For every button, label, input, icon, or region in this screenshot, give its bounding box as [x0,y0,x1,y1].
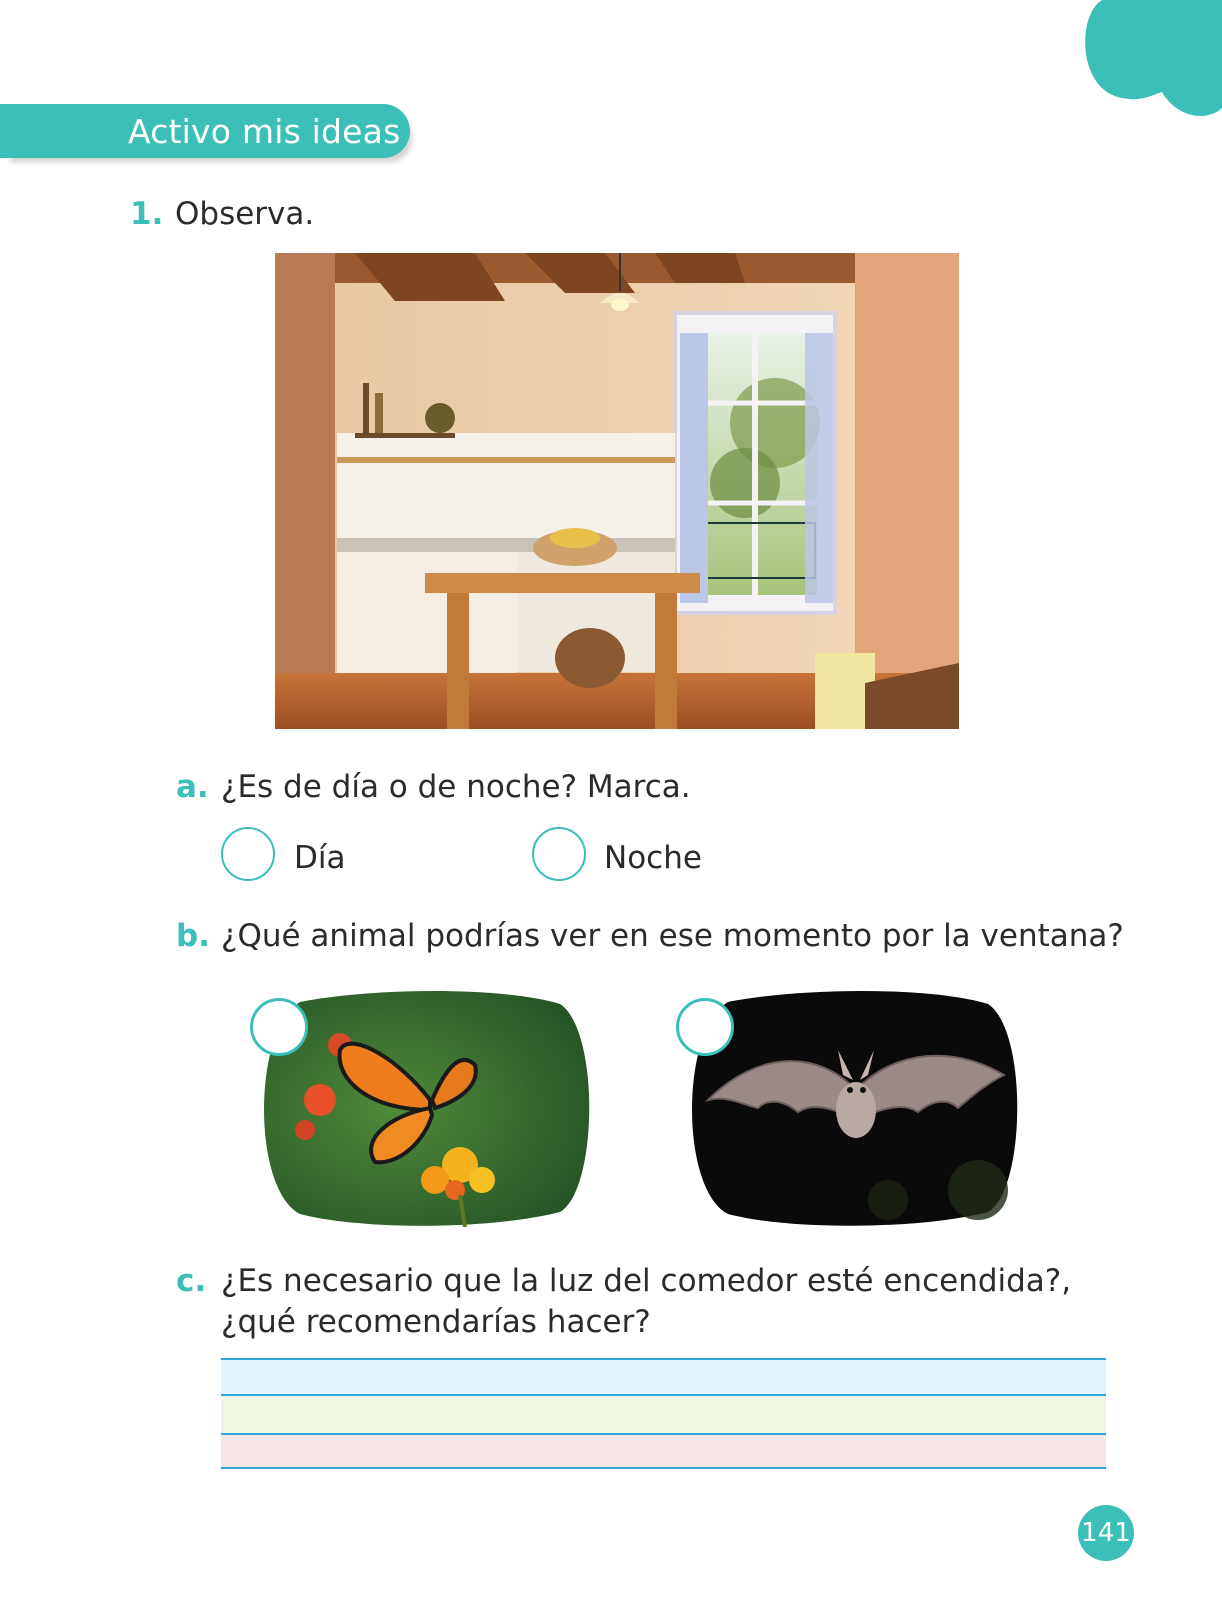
option-noche-radio[interactable] [532,827,586,881]
page-number: 141 [1078,1505,1134,1561]
answer-line-2[interactable] [221,1394,1106,1433]
question-instruction: Observa. [175,196,315,232]
corner-decoration [1082,0,1222,120]
butterfly-check-circle[interactable] [250,998,308,1056]
butterfly-photo [260,990,595,1227]
item-c-question-line1: ¿Es necesario que la luz del comedor esté encendida?, [221,1263,1072,1299]
question-number: 1. [130,196,164,232]
section-title: Activo mis ideas [128,112,401,151]
answer-line-1[interactable] [221,1358,1106,1394]
bat-photo [688,990,1023,1227]
item-b-question: ¿Qué animal podrías ver en ese momento por la ventana? [221,918,1124,954]
item-c-letter: c. [176,1263,207,1299]
item-a-letter: a. [176,769,209,805]
item-b-letter: b. [176,918,210,954]
section-banner [0,104,410,158]
answer-lines[interactable] [221,1358,1106,1469]
option-dia-label: Día [294,840,346,876]
item-c-question-line2: ¿qué recomendarías hacer? [221,1304,651,1340]
answer-line-3[interactable] [221,1433,1106,1469]
item-a-question: ¿Es de día o de noche? Marca. [221,769,691,805]
option-dia-radio[interactable] [221,827,275,881]
option-noche-label: Noche [604,840,702,876]
bat-check-circle[interactable] [676,998,734,1056]
kitchen-photo [275,253,959,729]
